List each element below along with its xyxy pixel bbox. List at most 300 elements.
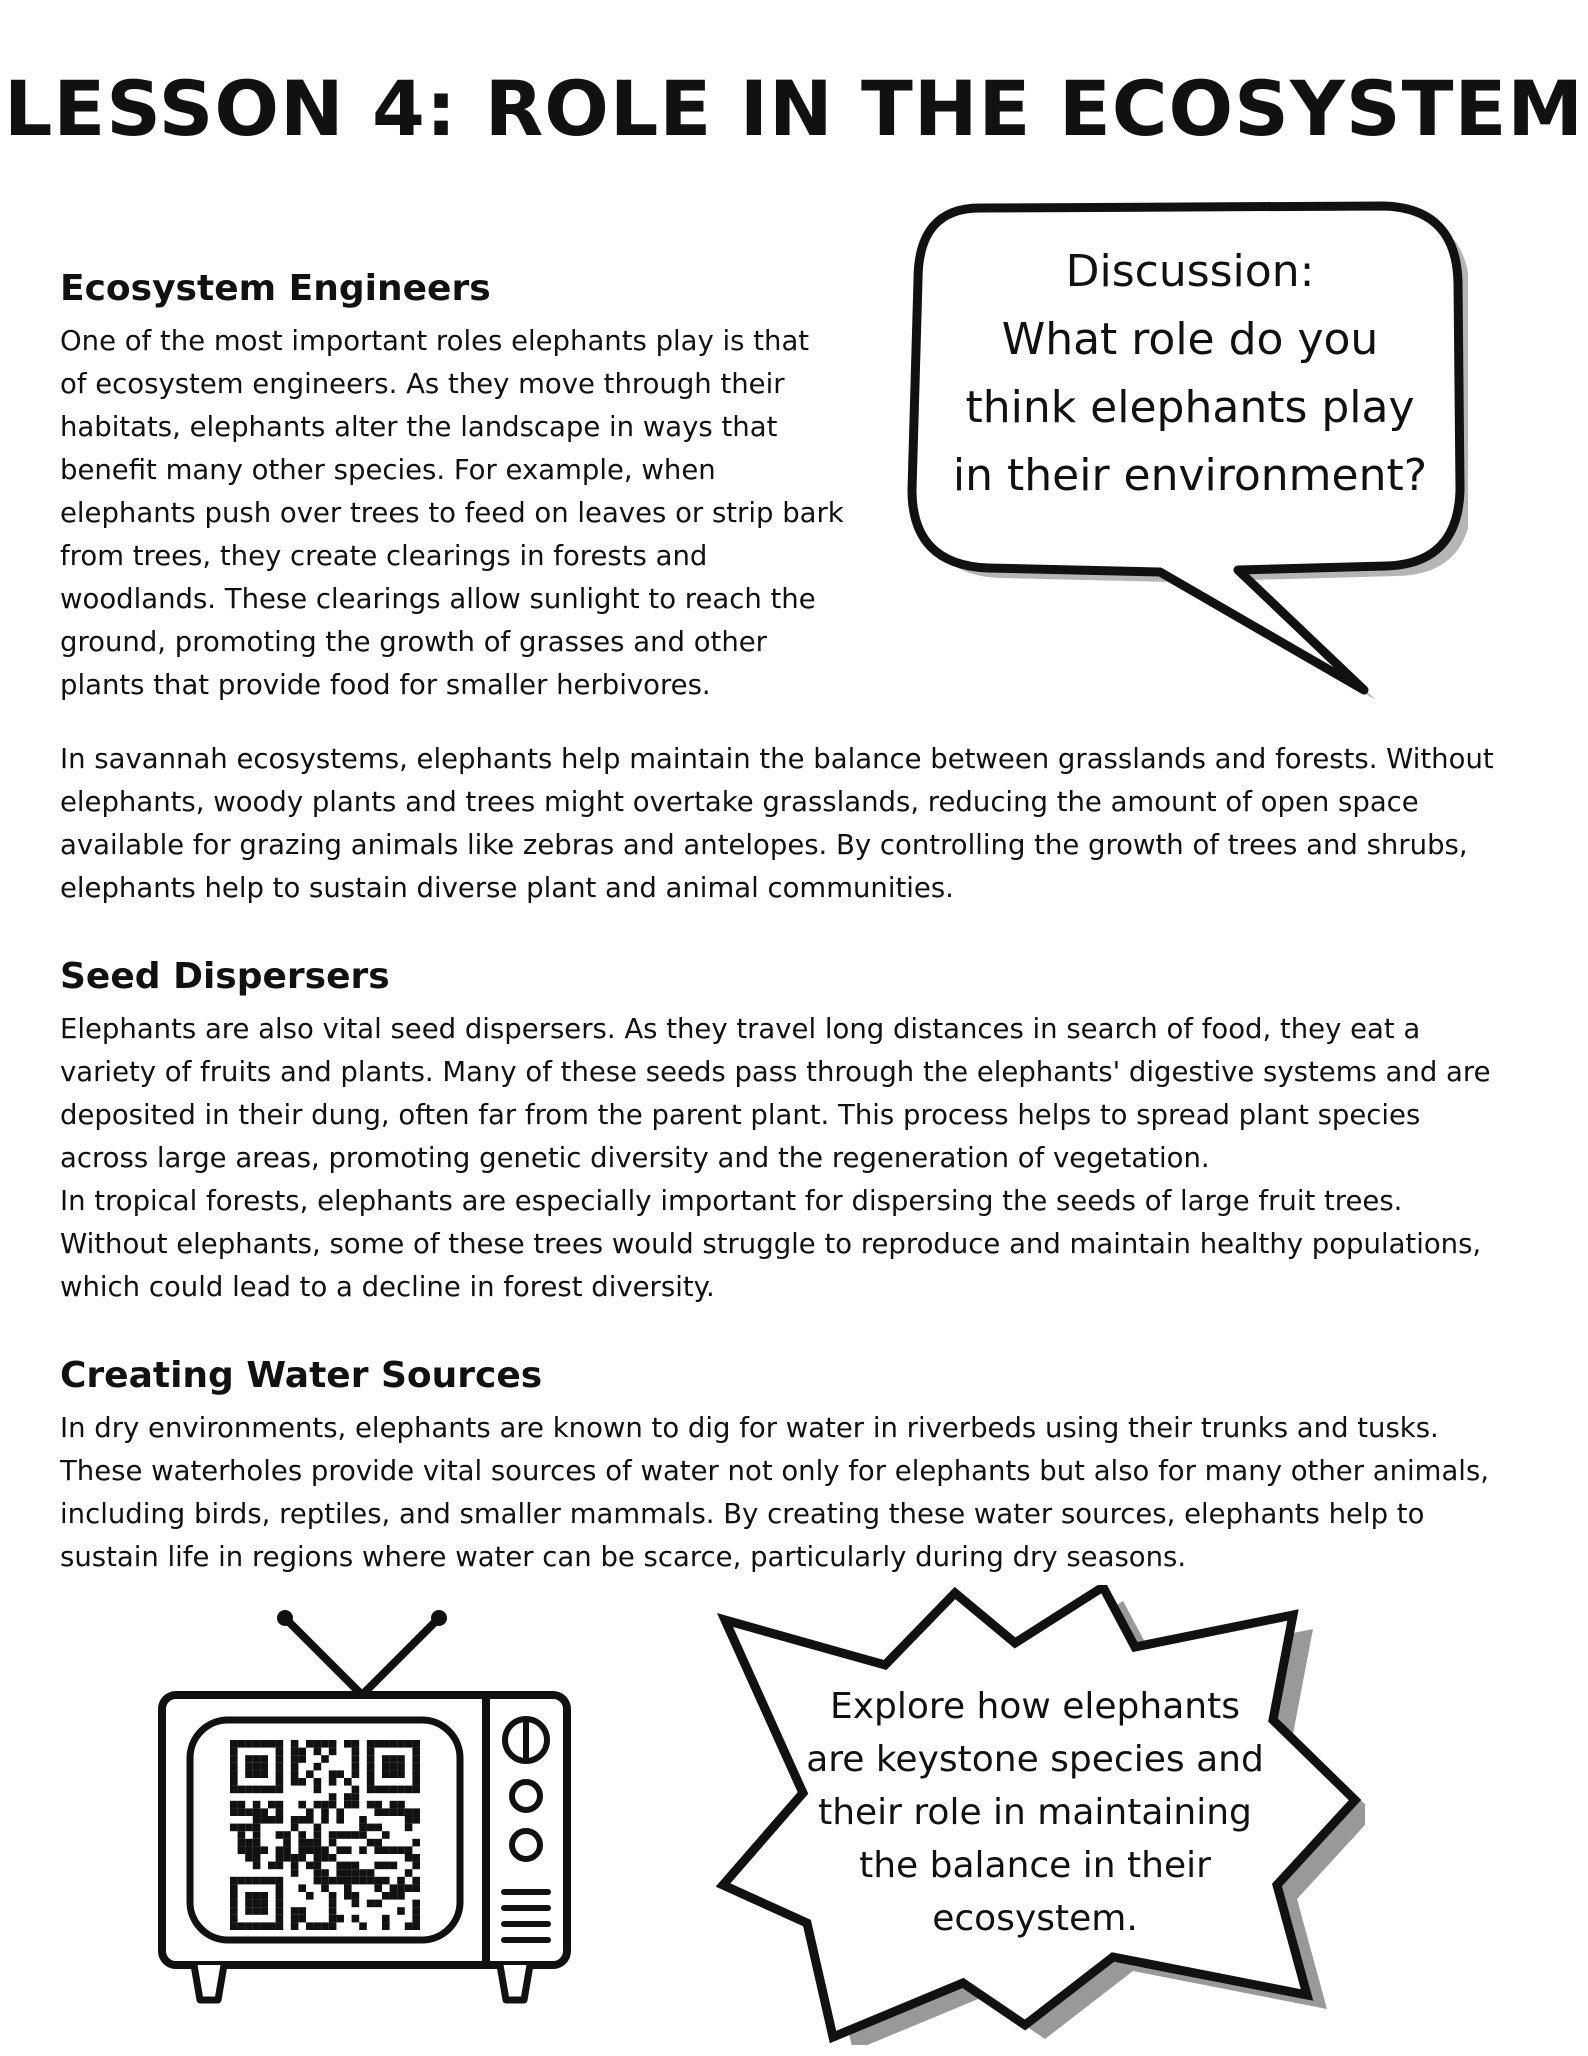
qr-module xyxy=(276,1740,284,1748)
qr-module xyxy=(382,1770,390,1778)
qr-module xyxy=(291,1869,299,1877)
qr-module xyxy=(230,1801,238,1809)
text-line: woodlands. These clearings allow sunlight to reach the xyxy=(60,583,816,615)
qr-module xyxy=(412,1900,420,1908)
qr-module xyxy=(230,1770,238,1778)
qr-module xyxy=(412,1808,420,1816)
qr-module xyxy=(276,1763,284,1771)
qr-module xyxy=(367,1778,375,1786)
qr-module xyxy=(405,1808,413,1816)
qr-module xyxy=(336,1808,344,1816)
qr-module xyxy=(230,1748,238,1756)
qr-module xyxy=(230,1808,238,1816)
qr-module xyxy=(230,1740,238,1748)
qr-module xyxy=(238,1839,246,1847)
qr-module xyxy=(298,1801,306,1809)
qr-module xyxy=(230,1915,238,1923)
qr-module xyxy=(253,1816,261,1824)
qr-module xyxy=(412,1907,420,1915)
section-heading-ecosystem-engineers: Ecosystem Engineers xyxy=(60,268,491,309)
text-line: across large areas, promoting genetic diversity and the regeneration of vegetation. xyxy=(60,1142,1210,1174)
qr-module xyxy=(382,1862,390,1870)
qr-module xyxy=(245,1907,253,1915)
qr-module xyxy=(321,1854,329,1862)
qr-module xyxy=(412,1778,420,1786)
qr-module xyxy=(314,1854,322,1862)
qr-module xyxy=(352,1900,360,1908)
explore-line: Explore how elephants xyxy=(830,1686,1240,1727)
explore-text xyxy=(775,1680,1295,1945)
qr-module xyxy=(306,1740,314,1748)
qr-module xyxy=(253,1831,261,1839)
qr-module xyxy=(405,1846,413,1854)
qr-module xyxy=(321,1846,329,1854)
text-line: These waterholes provide vital sources of water not only for elephants but also for many other animals, xyxy=(60,1455,1490,1487)
text-line: ground, promoting the growth of grasses and other xyxy=(60,626,767,658)
qr-module xyxy=(238,1824,246,1832)
qr-module xyxy=(283,1846,291,1854)
qr-module xyxy=(298,1816,306,1824)
qr-module xyxy=(291,1763,299,1771)
qr-module xyxy=(268,1786,276,1794)
qr-module xyxy=(374,1877,382,1885)
qr-module xyxy=(321,1816,329,1824)
qr-module xyxy=(314,1786,322,1794)
qr-module xyxy=(298,1884,306,1892)
qr-module xyxy=(412,1884,420,1892)
qr-module xyxy=(253,1877,261,1885)
qr-module xyxy=(344,1831,352,1839)
qr-module xyxy=(260,1763,268,1771)
qr-module xyxy=(260,1808,268,1816)
text-line: In tropical forests, elephants are especially important for dispersing the seeds of large fruit trees. xyxy=(60,1185,1403,1217)
qr-module xyxy=(382,1786,390,1794)
qr-module xyxy=(238,1740,246,1748)
qr-module xyxy=(230,1884,238,1892)
qr-module xyxy=(352,1915,360,1923)
qr-module xyxy=(374,1839,382,1847)
qr-module xyxy=(405,1786,413,1794)
qr-module xyxy=(367,1801,375,1809)
qr-module xyxy=(314,1869,322,1877)
qr-module xyxy=(344,1846,352,1854)
qr-module xyxy=(390,1846,398,1854)
qr-module xyxy=(397,1763,405,1771)
qr-module xyxy=(276,1816,284,1824)
qr-module xyxy=(260,1907,268,1915)
discussion-question-line: think elephants play xyxy=(965,382,1415,433)
qr-module xyxy=(390,1786,398,1794)
qr-module xyxy=(374,1900,382,1908)
qr-module xyxy=(276,1922,284,1930)
qr-module xyxy=(397,1907,405,1915)
qr-module xyxy=(230,1907,238,1915)
qr-module xyxy=(359,1877,367,1885)
qr-module xyxy=(374,1862,382,1870)
qr-module xyxy=(321,1801,329,1809)
qr-module xyxy=(291,1816,299,1824)
qr-module xyxy=(260,1786,268,1794)
qr-module xyxy=(374,1884,382,1892)
qr-module xyxy=(253,1824,261,1832)
qr-module xyxy=(276,1862,284,1870)
qr-module xyxy=(276,1778,284,1786)
qr-module xyxy=(382,1763,390,1771)
explore-line: are keystone species and xyxy=(806,1739,1264,1780)
qr-module xyxy=(260,1770,268,1778)
qr-module xyxy=(276,1884,284,1892)
qr-module xyxy=(390,1740,398,1748)
qr-module xyxy=(238,1786,246,1794)
qr-module xyxy=(306,1816,314,1824)
qr-module xyxy=(374,1824,382,1832)
qr-module xyxy=(276,1755,284,1763)
qr-module xyxy=(260,1900,268,1908)
qr-module xyxy=(276,1900,284,1908)
qr-module xyxy=(367,1770,375,1778)
qr-module xyxy=(276,1770,284,1778)
text-line: variety of fruits and plants. Many of these seeds pass through the elephants' digestive systems and are xyxy=(60,1056,1491,1088)
qr-module xyxy=(329,1748,337,1756)
qr-module xyxy=(314,1778,322,1786)
qr-module xyxy=(344,1877,352,1885)
qr-module xyxy=(260,1740,268,1748)
qr-module xyxy=(291,1755,299,1763)
qr-module xyxy=(329,1740,337,1748)
qr-module xyxy=(253,1892,261,1900)
qr-module xyxy=(405,1824,413,1832)
qr-module xyxy=(352,1740,360,1748)
qr-module xyxy=(329,1892,337,1900)
qr-module xyxy=(329,1877,337,1885)
qr-module xyxy=(298,1755,306,1763)
qr-module xyxy=(314,1824,322,1832)
qr-module xyxy=(268,1816,276,1824)
qr-module xyxy=(306,1862,314,1870)
qr-module xyxy=(367,1900,375,1908)
qr-module xyxy=(412,1816,420,1824)
qr-module xyxy=(260,1877,268,1885)
qr-module xyxy=(329,1770,337,1778)
qr-module xyxy=(382,1877,390,1885)
qr-module xyxy=(382,1831,390,1839)
qr-module xyxy=(291,1740,299,1748)
qr-module xyxy=(344,1801,352,1809)
qr-module xyxy=(253,1900,261,1908)
tv-icon xyxy=(150,1600,580,2020)
qr-module xyxy=(245,1900,253,1908)
qr-module xyxy=(238,1831,246,1839)
qr-module xyxy=(367,1763,375,1771)
qr-module xyxy=(390,1770,398,1778)
text-line: plants that provide food for smaller herbivores. xyxy=(60,669,711,701)
qr-module xyxy=(283,1831,291,1839)
qr-module xyxy=(390,1755,398,1763)
qr-module xyxy=(253,1786,261,1794)
qr-module xyxy=(382,1808,390,1816)
qr-module xyxy=(329,1793,337,1801)
qr-module xyxy=(321,1740,329,1748)
qr-module xyxy=(336,1869,344,1877)
qr-module xyxy=(276,1786,284,1794)
qr-module xyxy=(352,1770,360,1778)
qr-module xyxy=(397,1808,405,1816)
qr-module xyxy=(314,1922,322,1930)
qr-module xyxy=(230,1900,238,1908)
qr-module xyxy=(260,1922,268,1930)
qr-module xyxy=(359,1831,367,1839)
qr-module xyxy=(291,1915,299,1923)
qr-module xyxy=(291,1862,299,1870)
qr-module xyxy=(268,1740,276,1748)
qr-module xyxy=(405,1869,413,1877)
qr-module xyxy=(253,1846,261,1854)
qr-module xyxy=(260,1892,268,1900)
qr-module xyxy=(359,1869,367,1877)
paragraph-water-sources xyxy=(60,1407,1489,1579)
qr-module xyxy=(412,1854,420,1862)
text-line: Without elephants, some of these trees would struggle to reproduce and maintain healthy populations, xyxy=(60,1228,1482,1260)
qr-module xyxy=(253,1770,261,1778)
text-line: One of the most important roles elephants play is that xyxy=(60,325,810,357)
qr-module xyxy=(291,1854,299,1862)
qr-module xyxy=(283,1854,291,1862)
qr-module xyxy=(329,1922,337,1930)
qr-module xyxy=(306,1808,314,1816)
qr-module xyxy=(276,1854,284,1862)
qr-module xyxy=(344,1778,352,1786)
qr-module xyxy=(397,1755,405,1763)
discussion-question-line: What role do you xyxy=(1001,314,1379,365)
text-line: including birds, reptiles, and smaller mammals. By creating these water sources, elephants help to xyxy=(60,1498,1425,1530)
qr-module xyxy=(314,1740,322,1748)
qr-module xyxy=(321,1869,329,1877)
qr-module xyxy=(397,1884,405,1892)
qr-module xyxy=(390,1763,398,1771)
qr-module xyxy=(298,1748,306,1756)
qr-module xyxy=(321,1884,329,1892)
paragraph-ecosystem-engineers xyxy=(60,320,844,707)
qr-module xyxy=(367,1786,375,1794)
discussion-label: Discussion: xyxy=(1065,246,1315,297)
qr-module xyxy=(405,1816,413,1824)
qr-module xyxy=(352,1786,360,1794)
qr-module xyxy=(382,1755,390,1763)
qr-module xyxy=(260,1816,268,1824)
qr-module xyxy=(367,1740,375,1748)
qr-module xyxy=(306,1922,314,1930)
qr-module xyxy=(367,1824,375,1832)
qr-module xyxy=(367,1748,375,1756)
qr-module xyxy=(329,1778,337,1786)
qr-module xyxy=(276,1907,284,1915)
qr-module xyxy=(344,1892,352,1900)
qr-module xyxy=(253,1755,261,1763)
qr-module xyxy=(283,1839,291,1847)
qr-module xyxy=(382,1915,390,1923)
qr-module xyxy=(253,1862,261,1870)
qr-module xyxy=(390,1892,398,1900)
qr-module xyxy=(390,1884,398,1892)
qr-module xyxy=(253,1808,261,1816)
qr-module xyxy=(245,1786,253,1794)
text-line: from trees, they create clearings in forests and xyxy=(60,540,708,572)
qr-module xyxy=(344,1869,352,1877)
qr-module xyxy=(245,1763,253,1771)
text-line: benefit many other species. For example, when xyxy=(60,454,716,486)
qr-module xyxy=(367,1877,375,1885)
qr-module xyxy=(374,1808,382,1816)
qr-module xyxy=(329,1854,337,1862)
qr-module xyxy=(298,1831,306,1839)
qr-module xyxy=(314,1831,322,1839)
qr-module xyxy=(412,1862,420,1870)
qr-module xyxy=(352,1793,360,1801)
discussion-question-line: in their environment? xyxy=(952,450,1428,501)
qr-module xyxy=(336,1831,344,1839)
qr-module xyxy=(314,1846,322,1854)
qr-module xyxy=(230,1763,238,1771)
qr-module xyxy=(298,1907,306,1915)
qr-module xyxy=(238,1808,246,1816)
qr-module xyxy=(329,1831,337,1839)
qr-module xyxy=(329,1907,337,1915)
paragraph-savannah xyxy=(60,738,1494,910)
qr-module xyxy=(276,1808,284,1816)
qr-module xyxy=(314,1839,322,1847)
text-line: habitats, elephants alter the landscape in ways that xyxy=(60,411,778,443)
section-heading-water-sources: Creating Water Sources xyxy=(60,1355,543,1396)
qr-module xyxy=(291,1907,299,1915)
qr-module xyxy=(397,1801,405,1809)
qr-module xyxy=(397,1740,405,1748)
qr-module xyxy=(268,1922,276,1930)
qr-module xyxy=(336,1816,344,1824)
qr-module xyxy=(397,1892,405,1900)
qr-module xyxy=(405,1884,413,1892)
qr-module xyxy=(344,1793,352,1801)
qr-module xyxy=(382,1740,390,1748)
text-line: In savannah ecosystems, elephants help maintain the balance between grasslands and forests. Without xyxy=(60,743,1494,775)
qr-module xyxy=(359,1824,367,1832)
qr-module xyxy=(321,1808,329,1816)
qr-module xyxy=(260,1755,268,1763)
qr-module xyxy=(238,1922,246,1930)
qr-module xyxy=(268,1862,276,1870)
qr-module xyxy=(230,1892,238,1900)
qr-module xyxy=(245,1922,253,1930)
qr-module xyxy=(306,1846,314,1854)
qr-module xyxy=(253,1839,261,1847)
qr-module xyxy=(336,1862,344,1870)
qr-module xyxy=(382,1892,390,1900)
qr-module xyxy=(298,1915,306,1923)
qr-module xyxy=(359,1846,367,1854)
qr-module xyxy=(359,1922,367,1930)
qr-module xyxy=(352,1869,360,1877)
qr-module xyxy=(230,1922,238,1930)
text-line: deposited in their dung, often far from the parent plant. This process helps to spread plant species xyxy=(60,1099,1421,1131)
qr-module xyxy=(291,1748,299,1756)
qr-module xyxy=(253,1801,261,1809)
qr-module xyxy=(412,1755,420,1763)
qr-module xyxy=(298,1778,306,1786)
qr-module xyxy=(412,1786,420,1794)
qr-module xyxy=(336,1877,344,1885)
qr-module xyxy=(367,1839,375,1847)
qr-module xyxy=(374,1740,382,1748)
qr-module xyxy=(276,1877,284,1885)
qr-module xyxy=(291,1922,299,1930)
qr-module xyxy=(329,1839,337,1847)
qr-module xyxy=(314,1877,322,1885)
qr-module xyxy=(321,1922,329,1930)
qr-module xyxy=(260,1846,268,1854)
qr-module xyxy=(276,1748,284,1756)
qr-module xyxy=(321,1755,329,1763)
text-line: elephants push over trees to feed on leaves or strip bark xyxy=(60,497,844,529)
text-line: In dry environments, elephants are known to dig for water in riverbeds using their trunks and tusks. xyxy=(60,1412,1439,1444)
qr-module xyxy=(253,1740,261,1748)
qr-module xyxy=(397,1786,405,1794)
qr-module xyxy=(230,1877,238,1885)
qr-module xyxy=(344,1862,352,1870)
qr-module xyxy=(397,1877,405,1885)
qr-module xyxy=(352,1862,360,1870)
qr-module xyxy=(412,1763,420,1771)
qr-module xyxy=(321,1877,329,1885)
qr-module xyxy=(276,1846,284,1854)
paragraph-seed-dispersers xyxy=(60,1008,1491,1309)
text-line: Elephants are also vital seed dispersers. As they travel long distances in search of food, they eat a xyxy=(60,1013,1421,1045)
qr-module xyxy=(336,1770,344,1778)
qr-module xyxy=(298,1846,306,1854)
qr-module xyxy=(352,1831,360,1839)
qr-module xyxy=(245,1755,253,1763)
qr-module xyxy=(245,1854,253,1862)
qr-module xyxy=(314,1862,322,1870)
explore-line: ecosystem. xyxy=(932,1898,1138,1939)
qr-module xyxy=(352,1755,360,1763)
qr-module xyxy=(367,1869,375,1877)
qr-module xyxy=(230,1786,238,1794)
qr-module xyxy=(329,1900,337,1908)
qr-module xyxy=(382,1846,390,1854)
qr-module xyxy=(253,1907,261,1915)
qr-module xyxy=(374,1786,382,1794)
qr-module xyxy=(352,1877,360,1885)
qr-module xyxy=(253,1763,261,1771)
qr-module xyxy=(329,1801,337,1809)
qr-module xyxy=(230,1755,238,1763)
qr-module xyxy=(306,1892,314,1900)
qr-module xyxy=(230,1778,238,1786)
qr-module xyxy=(245,1770,253,1778)
page-title: LESSON 4: ROLE IN THE ECOSYSTEM xyxy=(3,64,1585,153)
qr-module xyxy=(238,1877,246,1885)
qr-module xyxy=(412,1915,420,1923)
qr-module xyxy=(336,1846,344,1854)
qr-module xyxy=(390,1801,398,1809)
qr-module xyxy=(238,1846,246,1854)
qr-module xyxy=(390,1862,398,1870)
qr-module xyxy=(245,1740,253,1748)
qr-module xyxy=(268,1877,276,1885)
qr-module xyxy=(367,1755,375,1763)
qr-module xyxy=(412,1770,420,1778)
qr-module xyxy=(245,1846,253,1854)
qr-module xyxy=(245,1824,253,1832)
